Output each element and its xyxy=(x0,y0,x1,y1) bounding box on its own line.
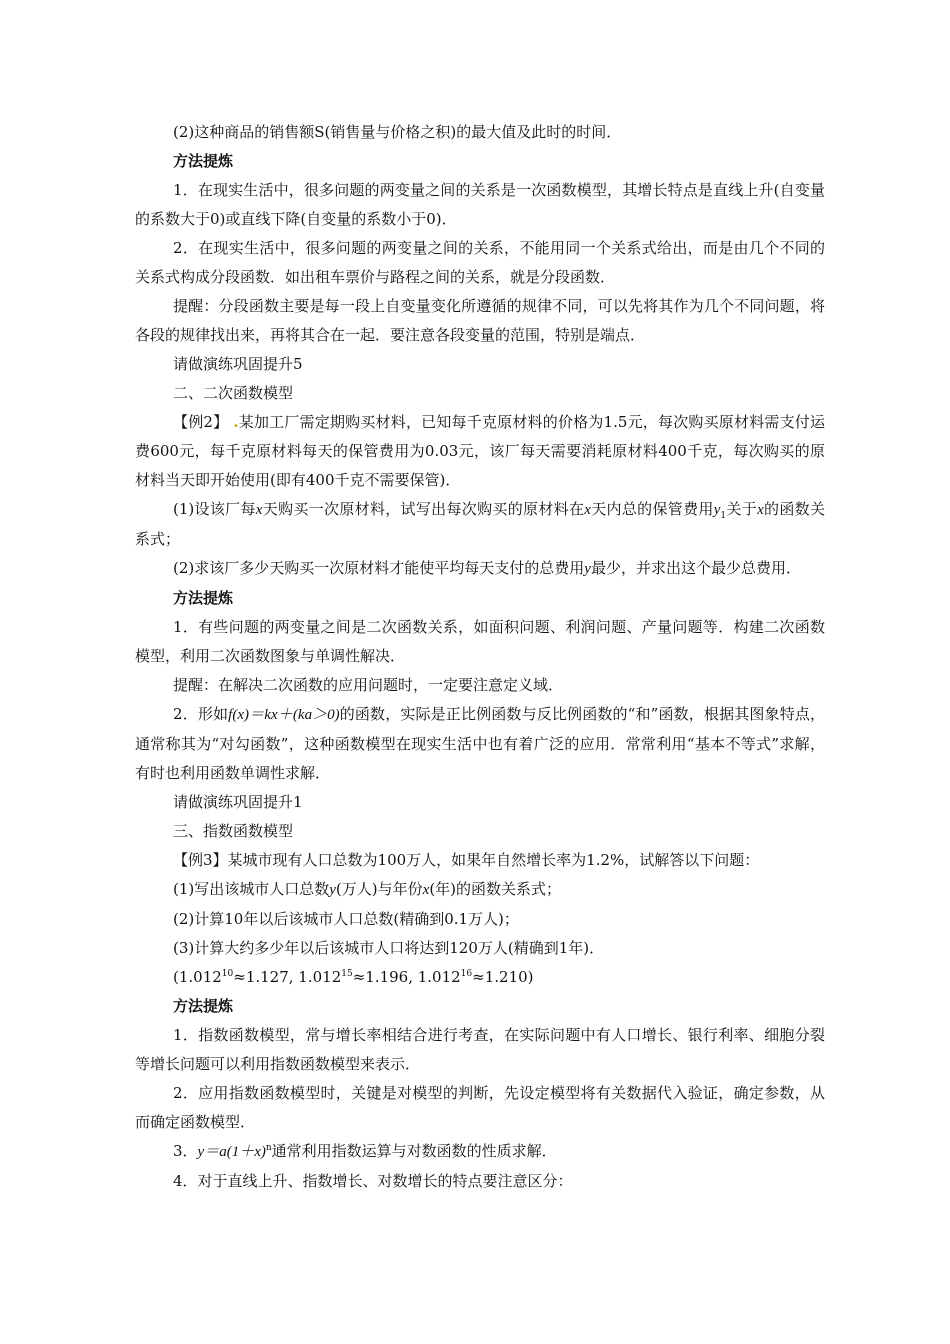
formula-fx: f(x)＝kx＋ xyxy=(228,707,293,723)
method-heading-2: 方法提炼 xyxy=(173,589,234,607)
question-2-sales: (2)这种商品的销售额S(销售量与价格之积)的最大值及此时的时间． xyxy=(173,123,622,141)
example-3-question-2: (2)计算10年以后该城市人口总数(精确到0.1万人)； xyxy=(173,910,519,928)
example-3-tag: 【例3】 xyxy=(173,851,228,869)
example-2-question-2: (2)求该厂多少天购买一次原材料才能使平均每天支付的总费用y最少，并求出这个最少总费用． xyxy=(173,559,801,577)
method-2-tip: 提醒：在解决二次函数的应用问题时，一定要注意定义域． xyxy=(173,676,564,694)
example-3-question-1: (1)写出该城市人口总数y(万人)与年份x(年)的函数关系式； xyxy=(173,880,562,898)
example-2-tag: 【例2】 xyxy=(173,413,229,431)
document-body xyxy=(135,118,825,1196)
formula-ka: (ka＞0) xyxy=(292,707,340,723)
method-heading-1: 方法提炼 xyxy=(173,152,234,170)
method-3-point-2: 2．应用指数函数模型时，关键是对模型的判断，先设定模型将有关数据代入验证，确定参数，从而确定函数模型． xyxy=(135,1084,825,1131)
method-3-point-4: 4．对于直线上升、指数增长、对数增长的特点要注意区分： xyxy=(173,1172,573,1190)
example-3-reference-values: ($1.012^{10}\approx 1.127$, $1.012^{15}\approx 1.196$, $1.012^{16}\approx 1.210$) xyxy=(173,968,534,986)
practice-note-1: 请做演练巩固提升5 xyxy=(173,355,303,373)
example-3-question-3: (3)计算大约多少年以后该城市人口将达到120万人(精确到1年)． xyxy=(173,939,605,957)
method-1-point-2: 2．在现实生活中，很多问题的两变量之间的关系，不能用同一个关系式给出，而是由几个不同的关系式构成分段函数．如出租车票价与路程之间的关系，就是分段函数． xyxy=(135,239,825,286)
method-3-point-3: 3．$y=a(1+x)^n$通常利用指数运算与对数函数的性质求解． xyxy=(173,1142,557,1160)
formula-exponential: y＝a(1＋x) xyxy=(197,1144,266,1160)
method-2-point-1: 1．有些问题的两变量之间是二次函数关系，如面积问题、利润问题、产量问题等．构建二次函数模型，利用二次函数图象与单调性解决． xyxy=(135,618,825,665)
section-2-title: 二、二次函数模型 xyxy=(173,384,294,402)
example-3 xyxy=(135,846,825,875)
method-3-point-1: 1．指数函数模型，常与增长率相结合进行考查，在实际问题中有人口增长、银行利率、细胞分裂等增长问题可以利用指数函数模型来表示． xyxy=(135,1026,825,1073)
method-heading-3: 方法提炼 xyxy=(173,997,234,1015)
example-2 xyxy=(135,408,825,495)
example-2-mark: . xyxy=(233,413,239,431)
section-3-title: 三、指数函数模型 xyxy=(173,822,294,840)
example-2-text: 某加工厂需定期购买材料，已知每千克原材料的价格为1.5元，每次购买原材料需支付运费600元，每千克原材料每天的保管费用为0.03元，该厂每天需要消耗原材料400千克，每次购买的原材料当天即开始使用(即有400千克不需要保管)． xyxy=(135,413,825,489)
method-1-point-1: 1．在现实生活中，很多问题的两变量之间的关系是一次函数模型，其增长特点是直线上升(自变量的系数大于0)或直线下降(自变量的系数小于0)． xyxy=(135,181,825,228)
example-2-question-1: (1)设该厂每x天购买一次原材料，试写出每次购买的原材料在x天内总的保管费用$y_1$关于x的函数关系式； xyxy=(135,500,825,548)
method-2-point-2: 2．形如f(x)＝kx＋(ka＞0)的函数，实际是正比例函数与反比例函数的“和”函数，根据其图象特点，通常称其为“对勾函数”，这种函数模型在现实生活中也有着广泛的应用．常常利用“基本不等式”求解，有时也利用函数单调性求解． xyxy=(135,705,825,782)
example-3-text: 某城市现有人口总数为100万人，如果年自然增长率为1.2%，试解答以下问题： xyxy=(227,851,760,869)
practice-note-2: 请做演练巩固提升1 xyxy=(173,793,303,811)
method-1-tip: 提醒：分段函数主要是每一段上自变量变化所遵循的规律不同，可以先将其作为几个不同问题，将各段的规律找出来，再将其合在一起．要注意各段变量的范围，特别是端点． xyxy=(135,297,825,344)
